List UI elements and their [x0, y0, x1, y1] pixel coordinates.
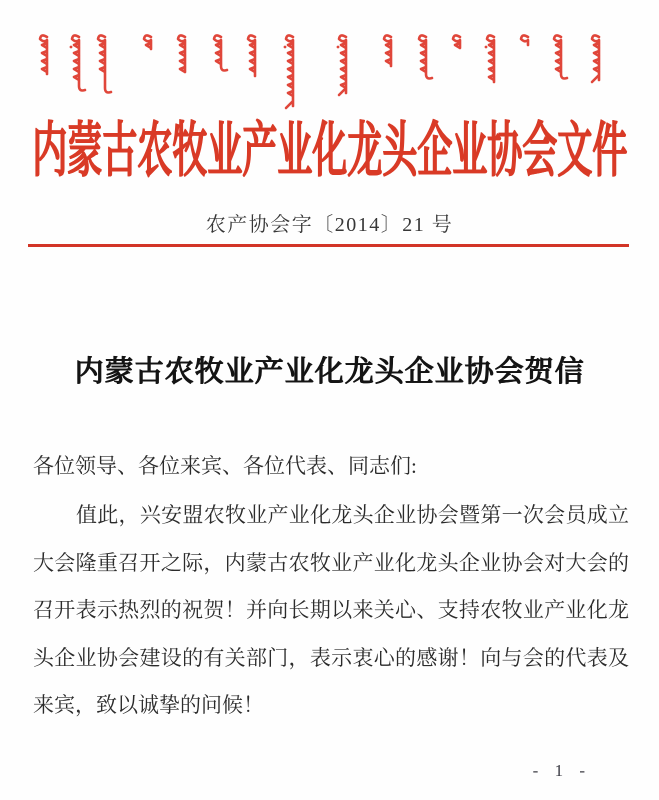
body-line: 头企业协会建设的有关部门，表示衷心的感谢！向与会的代表及 — [33, 645, 629, 670]
body-line: 大会隆重召开之际，内蒙古农牧业产业化龙头企业协会对大会的 — [33, 550, 629, 575]
mongolian-glyph — [69, 33, 87, 100]
mongolian-glyph — [245, 33, 263, 90]
mongolian-glyph — [211, 33, 229, 80]
mongolian-glyph — [37, 33, 55, 88]
letter-title: 内蒙古农牧业产业化龙头企业协会贺信 — [74, 356, 585, 388]
mongolian-glyph — [416, 33, 434, 88]
body-line: 值此，兴安盟农牧业产业化龙头企业协会暨第一次会员成立 — [76, 503, 629, 527]
page-number: - 1 - — [532, 761, 591, 780]
mongolian-glyph — [141, 33, 159, 63]
body-line: 来宾，致以诚挚的问候！ — [33, 693, 264, 717]
masthead-title-text: 内蒙古农牧业产业化龙头企业协会文件 — [31, 117, 627, 185]
letter-body — [33, 492, 629, 730]
mongolian-glyph — [589, 33, 607, 94]
masthead-title — [0, 104, 659, 185]
mongolian-glyph — [95, 33, 113, 102]
mongolian-glyph — [450, 33, 468, 61]
mongolian-glyph — [175, 33, 193, 86]
mongolian-glyph — [381, 33, 399, 80]
mongolian-glyph — [551, 33, 569, 88]
mongolian-glyph — [336, 33, 354, 107]
red-divider-rule — [28, 244, 629, 247]
mongolian-glyph — [484, 33, 502, 96]
mongolian-glyph — [518, 33, 536, 59]
body-line: 召开表示热烈的祝贺！并向长期以来关心、支持农牧业产业化龙 — [33, 598, 629, 622]
document-number: 农产协会字〔2014〕21 号 — [205, 214, 454, 236]
salutation: 各位领导、各位来宾、各位代表、同志们: — [33, 454, 417, 478]
